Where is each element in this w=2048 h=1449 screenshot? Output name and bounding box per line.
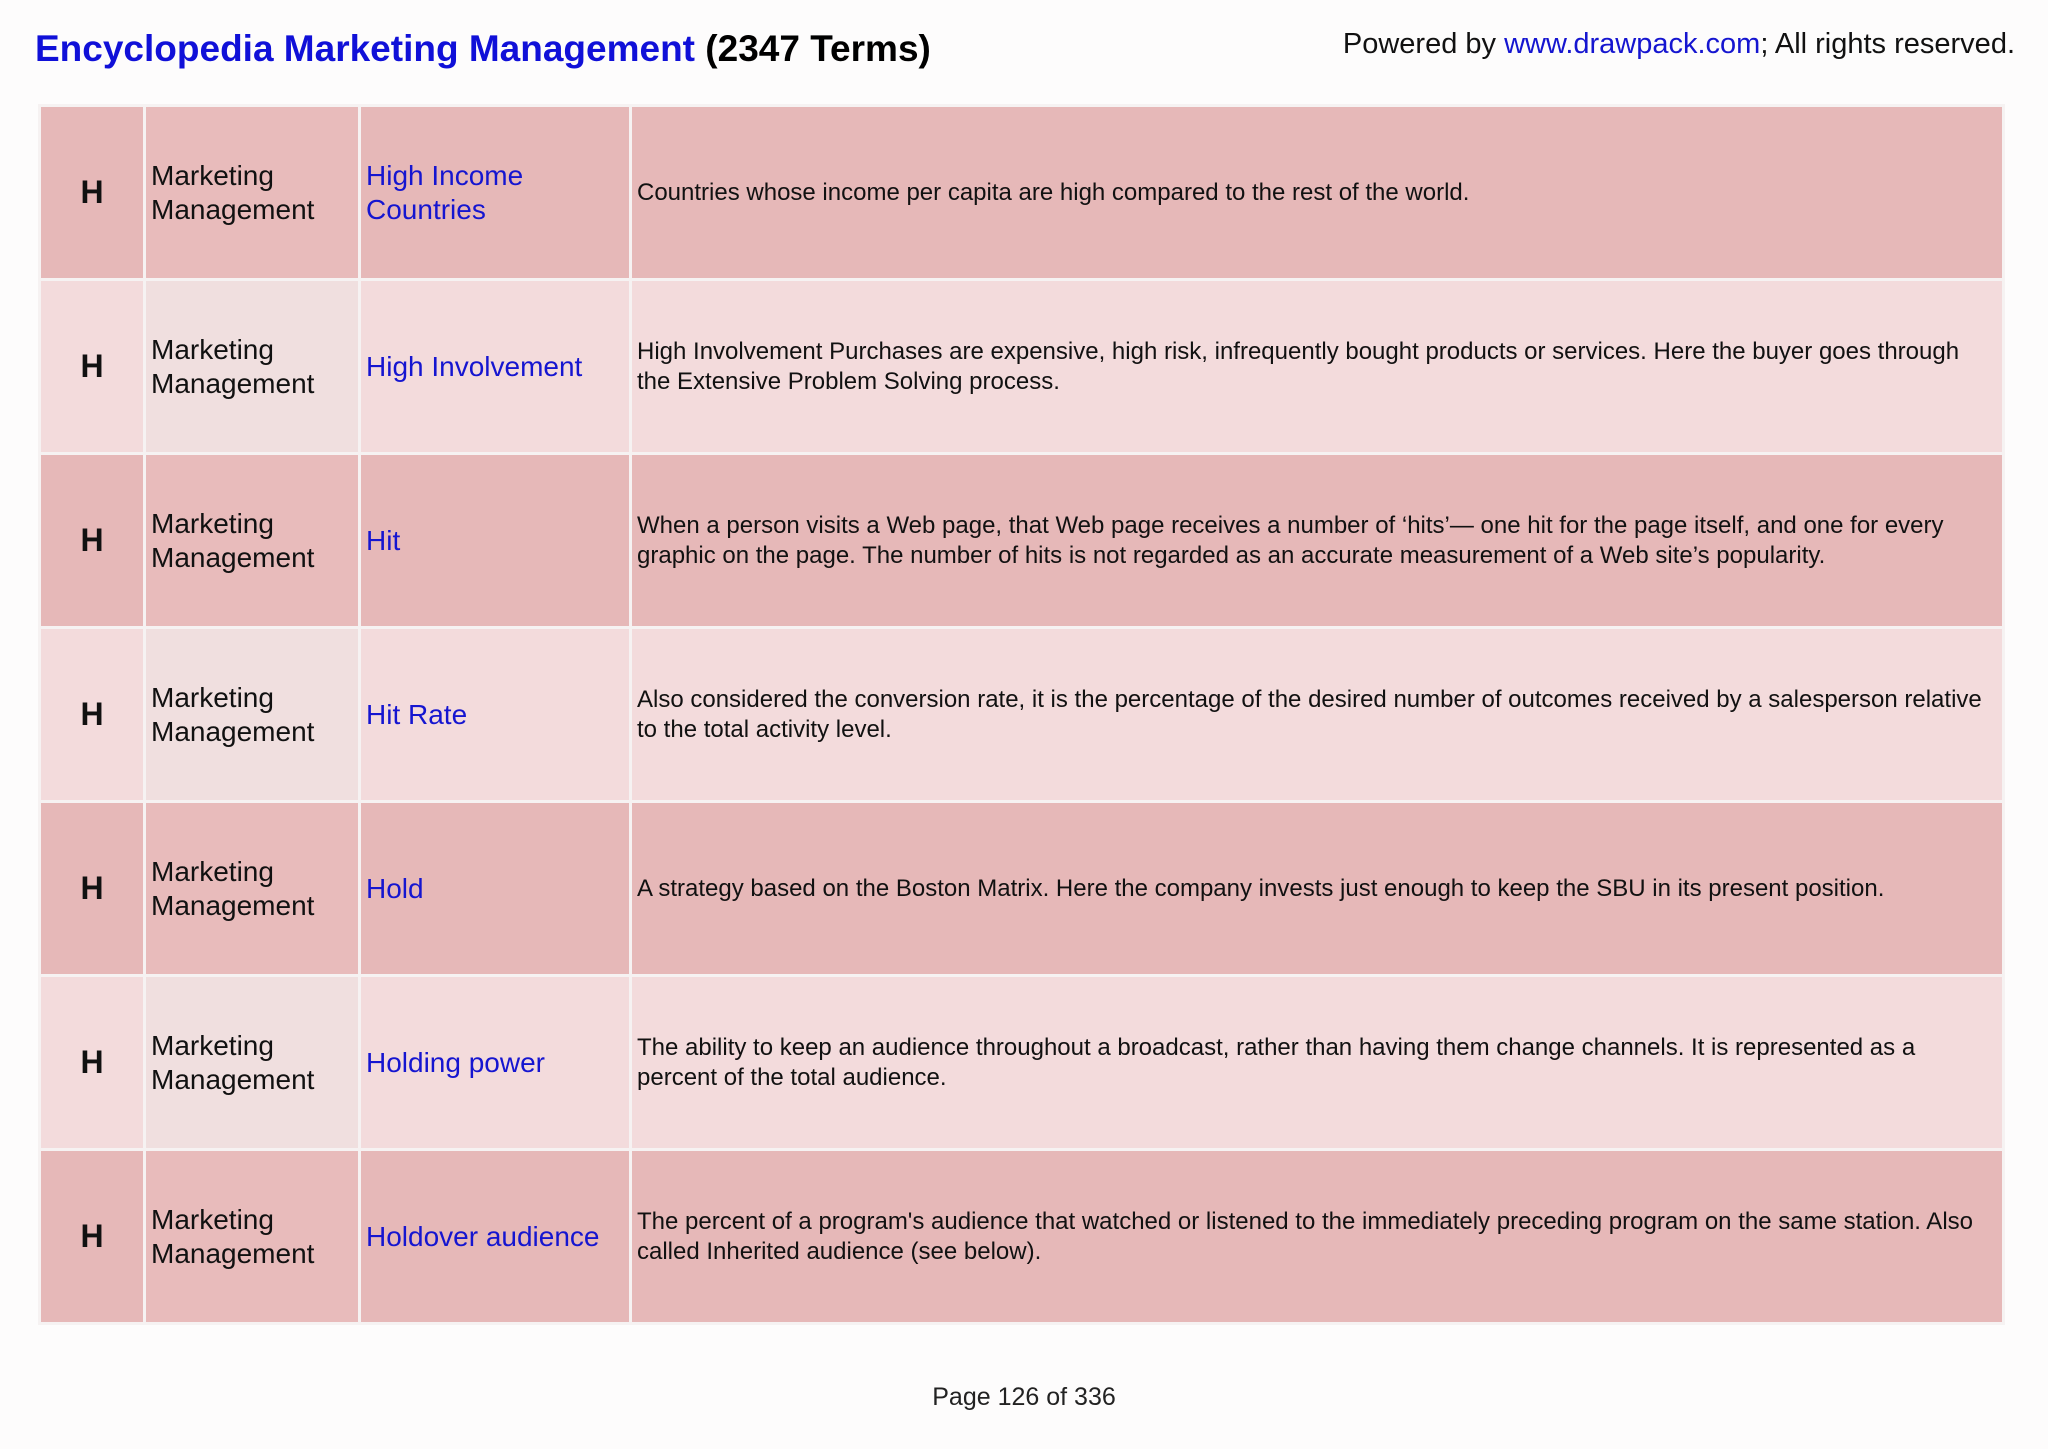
definition-cell: High Involvement Purchases are expensive, high risk, infrequently bought products or services. Here the buyer goes through the Extensive Problem Solving process. (631, 280, 2004, 454)
category-line: Marketing (151, 1203, 274, 1235)
category-cell (145, 1150, 360, 1324)
definition-cell: Countries whose income per capita are high compared to the rest of the world. (631, 106, 2004, 280)
category-line: Management (151, 715, 315, 747)
term-link[interactable]: Hit Rate (360, 628, 631, 802)
letter-cell: H (40, 1150, 145, 1324)
term-link[interactable]: High Income Countries (360, 106, 631, 280)
category-line: Management (151, 1237, 315, 1269)
terms-table (38, 104, 2005, 1325)
definition-cell: The percent of a program's audience that watched or listened to the immediately preceding program on the same station. Also called Inherited audience (see below). (631, 1150, 2004, 1324)
category-line: Marketing (151, 1029, 274, 1061)
page-title (35, 28, 931, 70)
table-row (40, 454, 2004, 628)
category-cell (145, 106, 360, 280)
category-line: Management (151, 193, 315, 225)
letter-cell: H (40, 628, 145, 802)
category-cell (145, 976, 360, 1150)
category-line: Marketing (151, 159, 274, 191)
letter-cell: H (40, 976, 145, 1150)
table-row (40, 628, 2004, 802)
powered-prefix: Powered by (1342, 28, 1505, 60)
definition-cell: A strategy based on the Boston Matrix. Here the company invests just enough to keep the SBU in its present position. (631, 802, 2004, 976)
category-line: Management (151, 367, 315, 399)
category-cell (145, 628, 360, 802)
table-row (40, 280, 2004, 454)
rights-text: ; All rights reserved. (1760, 28, 2015, 60)
term-link[interactable]: Holdover audience (360, 1150, 631, 1324)
category-cell (145, 280, 360, 454)
title-brand: Encyclopedia Marketing Management (35, 28, 696, 69)
term-link[interactable]: High Involvement (360, 280, 631, 454)
term-link[interactable]: Hit (360, 454, 631, 628)
table-row (40, 106, 2004, 280)
category-line: Management (151, 1063, 315, 1095)
table-row (40, 802, 2004, 976)
letter-cell: H (40, 106, 145, 280)
table-row (40, 1150, 2004, 1324)
drawpack-link[interactable]: www.drawpack.com (1504, 28, 1761, 60)
category-line: Marketing (151, 681, 274, 713)
letter-cell: H (40, 280, 145, 454)
category-line: Management (151, 889, 315, 921)
table-row (40, 976, 2004, 1150)
letter-cell: H (40, 454, 145, 628)
definition-cell: Also considered the conversion rate, it is the percentage of the desired number of outcomes received by a salesperson relative to the total activity level. (631, 628, 2004, 802)
letter-cell: H (40, 802, 145, 976)
term-count: (2347 Terms) (695, 28, 931, 69)
category-line: Marketing (151, 333, 274, 365)
category-line: Marketing (151, 855, 274, 887)
category-line: Marketing (151, 507, 274, 539)
category-cell (145, 802, 360, 976)
term-link[interactable]: Hold (360, 802, 631, 976)
page-header (35, 28, 2015, 78)
definition-cell: When a person visits a Web page, that Web page receives a number of ‘hits’— one hit for the page itself, and one for every graphic on the page. The number of hits is not regarded as an accurate measurement of a Web site’s popularity. (631, 454, 2004, 628)
category-cell (145, 454, 360, 628)
category-line: Management (151, 541, 315, 573)
powered-by-notice (1343, 28, 2015, 61)
page-number: Page 126 of 336 (932, 1383, 1116, 1411)
definition-cell: The ability to keep an audience throughout a broadcast, rather than having them change channels. It is represented as a percent of the total audience. (631, 976, 2004, 1150)
term-link[interactable]: Holding power (360, 976, 631, 1150)
